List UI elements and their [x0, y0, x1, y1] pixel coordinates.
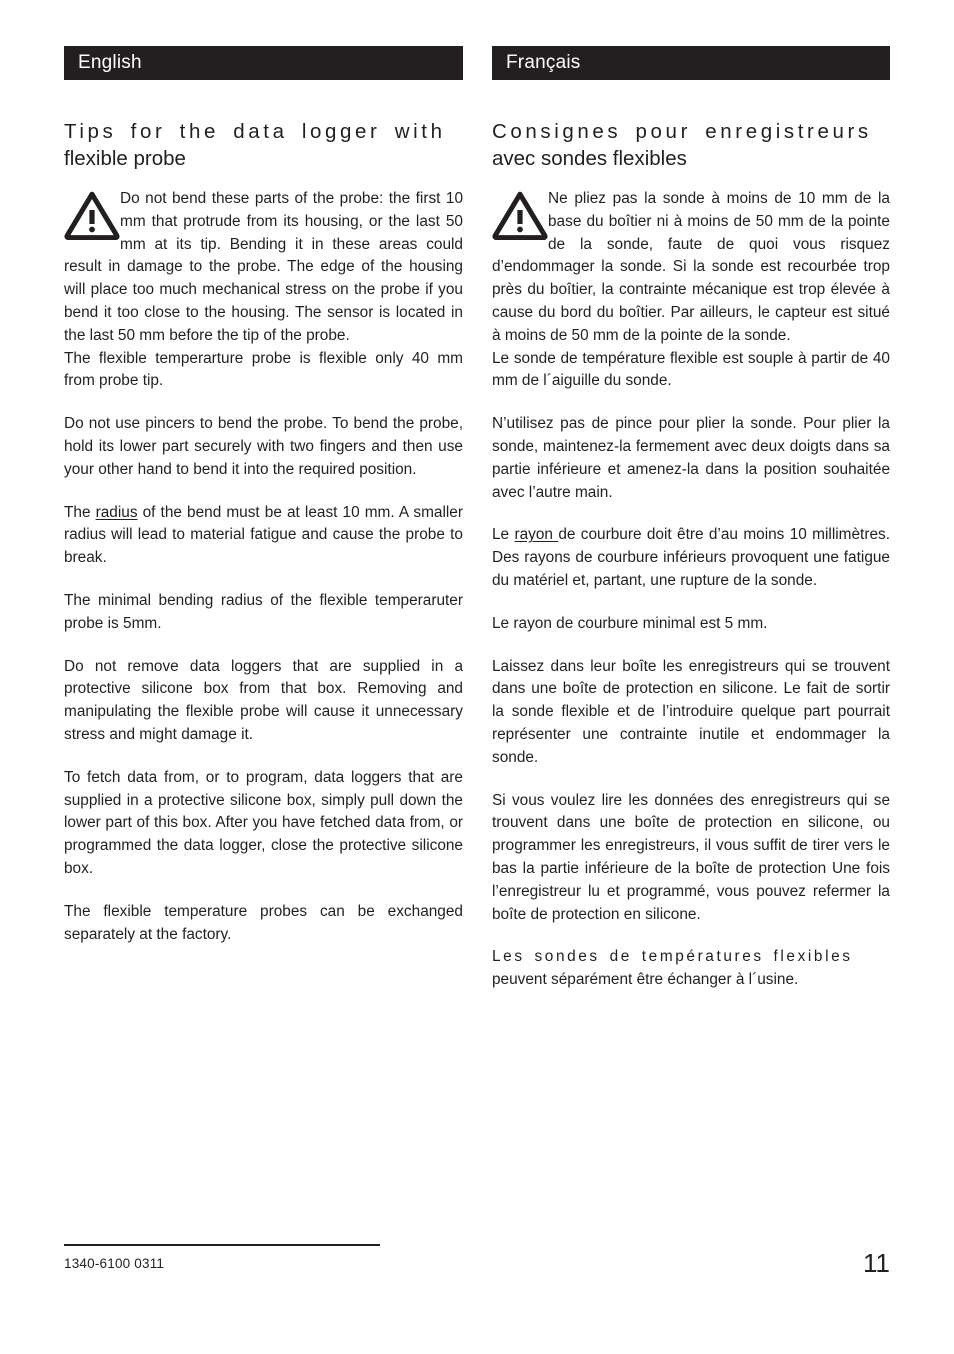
paragraph-english-1: Do not bend these parts of the probe: the first 10 mm that protrude from its housing, or the last 50 mm at its tip. Bending it in these areas could result in damage to the probe. The edge of the housing will place too much mechanical stress on the probe if you bend it too close to the housing. The sensor is located in the last 50 mm before the tip of the probe.	[64, 190, 463, 344]
rayon-para-before: Le	[492, 526, 515, 544]
warning-triangle-icon	[492, 190, 548, 240]
page-title-english-line1: Tips for the data logger with	[64, 120, 446, 143]
radius-keyword: radius	[95, 503, 138, 521]
paragraph-francais-4: Le rayon de courbure minimal est 5 mm.	[492, 614, 768, 632]
radius-para-before: The	[64, 503, 96, 521]
paragraph-francais-1: Ne pliez pas la sonde à moins de 10 mm de la base du boîtier ni à moins de 50 mm de la pointe de la sonde, faute de quoi vous risquez d’endommager la sonde. Si la sonde est recourbée trop près du boîtier, la contrainte mécanique est trop élevée à cause du bord du boîtier. Par ailleurs, le capteur est situé à moins de 50 mm de la pointe de la sonde.	[492, 190, 890, 344]
page-title-francais-line1: Consignes pour enregistreurs	[492, 120, 872, 143]
footer-divider-rule	[64, 1244, 380, 1246]
paragraph-english-6: To fetch data from, or to program, data loggers that are supplied in a protective silicone box, simply pull down the lower part of this box. After you have fetched data from, or programmed the data logger, close the protective silicone box.	[64, 768, 463, 877]
radius-para-after: of the bend must be at least 10 mm. A smaller radius will lead to material fatigue and cause the probe to break.	[64, 503, 463, 567]
paragraph-francais-2: Le sonde de température flexible est souple à partir de 40 mm de l´aiguille du sonde.	[492, 349, 890, 390]
language-label-english: English	[78, 52, 142, 73]
paragraph-english-4: The minimal bending radius of the flexible temperaruter probe is 5mm.	[64, 591, 463, 632]
footer-page-number: 11	[863, 1248, 890, 1278]
page-title-francais-line2: avec sondes flexibles	[492, 147, 687, 170]
page-title-english	[64, 118, 463, 172]
paragraph-francais-last	[492, 946, 890, 992]
last-para-spaced: Les sondes de températures flexibles	[492, 948, 853, 966]
paragraph-english-radius	[64, 502, 463, 570]
paragraph-francais-5: Laissez dans leur boîte les enregistreurs qui se trouvent dans une boîte de protection en silicone. Le fait de sortir la sonde flexible et de l’introduire quelque part pourrait représenter une contrainte inutile et endommager la sonde.	[492, 657, 890, 766]
page-title-english-line2: flexible probe	[64, 147, 186, 170]
paragraph-english-3: Do not use pincers to bend the probe. To bend the probe, hold its lower part securely with two fingers and then use your other hand to bend it into the required position.	[64, 415, 463, 478]
language-bar-francais	[492, 46, 890, 80]
page-title-francais	[492, 118, 890, 172]
footer-document-code: 1340-6100 0311	[64, 1256, 165, 1271]
paragraph-english-7: The flexible temperature probes can be exchanged separately at the factory.	[64, 902, 463, 943]
language-label-francais: Français	[506, 52, 581, 73]
warning-triangle-icon	[64, 190, 120, 240]
paragraph-francais-6: Si vous voulez lire les données des enregistreurs qui se trouvent dans une boîte de protection en silicone, ou programmer les enregistreurs, il vous suffit de tirer vers le bas la partie inférieure de la boîte de protection Une fois l’enregistreur lu et programmé, vous pouvez refermer la boîte de protection en silicone.	[492, 791, 890, 923]
paragraph-english-5: Do not remove data loggers that are supplied in a protective silicone box from that box. Removing and manipulating the flexible probe will cause it unnecessary stress and might damage it.	[64, 657, 463, 743]
paragraph-francais-rayon	[492, 524, 890, 592]
language-bar-english	[64, 46, 463, 80]
column-francais	[492, 118, 890, 992]
warning-paragraph-francais	[492, 188, 890, 348]
last-para-plain: peuvent séparément être échanger à l´usine.	[492, 971, 799, 989]
paragraph-francais-3: N’utilisez pas de pince pour plier la sonde. Pour plier la sonde, maintenez-la fermement avec deux doigts dans sa partie inférieure et amenez-la dans la position souhaitée avec l’autre main.	[492, 415, 890, 501]
column-english	[64, 118, 463, 946]
warning-paragraph-english	[64, 188, 463, 348]
rayon-para-after: de courbure doit être d’au moins 10 millimètres. Des rayons de courbure inférieurs provoquent une fatigue du matériel et, partant, une rupture de la sonde.	[492, 526, 890, 589]
rayon-keyword: rayon	[514, 526, 559, 544]
paragraph-english-2: The flexible temperarture probe is flexible only 40 mm from probe tip.	[64, 349, 463, 390]
